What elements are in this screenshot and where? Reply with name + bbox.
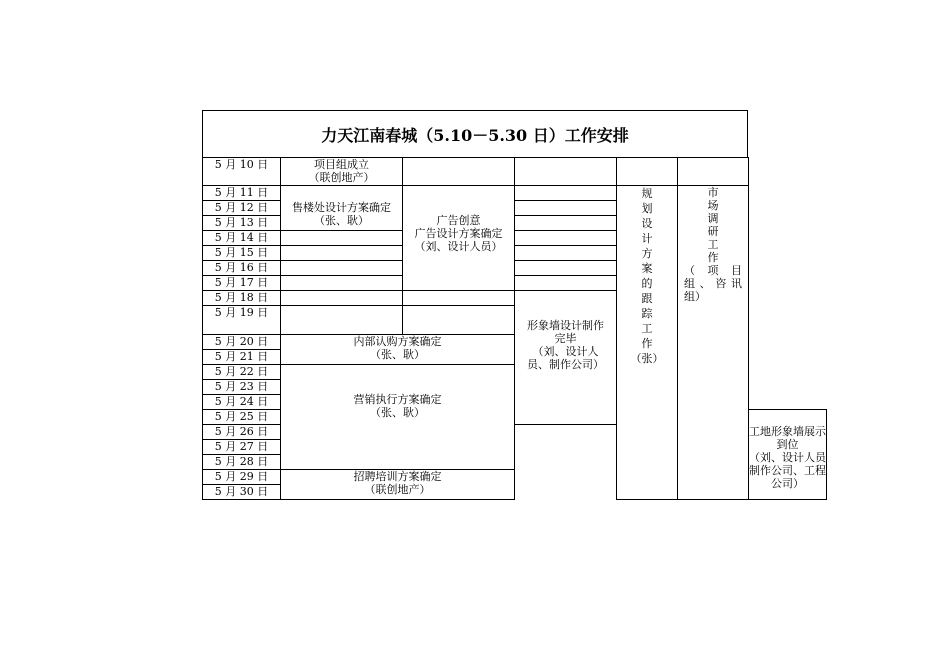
empty-cell (281, 306, 403, 335)
table-row (203, 158, 827, 186)
empty-cell (281, 261, 403, 276)
empty-cell (678, 158, 749, 186)
empty-cell (515, 261, 617, 276)
date-cell: 5 月 12 日 (203, 201, 281, 216)
task-image-wall: 形象墙设计制作 完毕 （刘、设计人 员、制作公司） (515, 291, 617, 425)
empty-cell (403, 306, 515, 335)
date-cell: 5 月 16 日 (203, 261, 281, 276)
task-planning-tracking (617, 186, 678, 500)
empty-cell (403, 158, 515, 186)
date-cell: 5 月 24 日 (203, 395, 281, 410)
market-research-line2: 组 、 咨 讯 (684, 277, 742, 290)
task-sales-office: 售楼处设计方案确定 （张、耿） (281, 186, 403, 231)
empty-cell (515, 158, 617, 186)
empty-cell (515, 276, 617, 291)
task-marketing-plan: 营销执行方案确定 （张、耿） (281, 365, 515, 470)
schedule-table (202, 157, 827, 500)
task-ad-creative: 广告创意 广告设计方案确定 （刘、设计人员） (403, 186, 515, 291)
task-recruitment: 招聘培训方案确定 （联创地产） (281, 470, 515, 500)
schedule-title: 力天江南春城（5.10－5.30 日）工作安排 (202, 110, 748, 157)
planning-tracking-text: 规 划 设 计 方 案 的 跟 踪 工 作 （张） (630, 187, 664, 365)
empty-cell (281, 291, 403, 306)
date-cell: 5 月 23 日 (203, 380, 281, 395)
date-cell: 5 月 13 日 (203, 216, 281, 231)
empty-cell (515, 216, 617, 231)
empty-cell (515, 231, 617, 246)
date-cell: 5 月 27 日 (203, 440, 281, 455)
empty-cell (403, 291, 515, 306)
empty-cell (281, 231, 403, 246)
task-internal-purchase: 内部认购方案确定 （张、耿） (281, 335, 515, 365)
date-cell: 5 月 19 日 (203, 306, 281, 335)
task-site-wall: 工地形象墙展示 到位 （刘、设计人员 制作公司、工程 公司） (749, 410, 827, 500)
empty-cell (515, 201, 617, 216)
task-market-research (678, 186, 749, 500)
date-cell: 5 月 30 日 (203, 485, 281, 500)
date-cell: 5 月 17 日 (203, 276, 281, 291)
date-cell: 5 月 11 日 (203, 186, 281, 201)
empty-cell (515, 246, 617, 261)
date-cell: 5 月 15 日 (203, 246, 281, 261)
empty-cell (617, 158, 678, 186)
date-cell: 5 月 28 日 (203, 455, 281, 470)
date-cell: 5 月 14 日 (203, 231, 281, 246)
empty-cell (515, 186, 617, 201)
date-cell: 5 月 26 日 (203, 425, 281, 440)
date-cell: 5 月 29 日 (203, 470, 281, 485)
task-project-team: 项目组成立 （联创地产） (281, 158, 403, 186)
date-cell: 5 月 21 日 (203, 350, 281, 365)
empty-cell (281, 246, 403, 261)
market-research-line1: （ 项 目 (684, 264, 742, 277)
market-research-vertical: 市 场 调 研 工 作 (707, 186, 719, 264)
date-cell: 5 月 22 日 (203, 365, 281, 380)
market-research-line3: 组） (684, 290, 706, 303)
date-cell: 5 月 18 日 (203, 291, 281, 306)
date-cell: 5 月 10 日 (203, 158, 281, 186)
table-row (203, 186, 827, 201)
empty-cell (281, 276, 403, 291)
date-cell: 5 月 20 日 (203, 335, 281, 350)
date-cell: 5 月 25 日 (203, 410, 281, 425)
